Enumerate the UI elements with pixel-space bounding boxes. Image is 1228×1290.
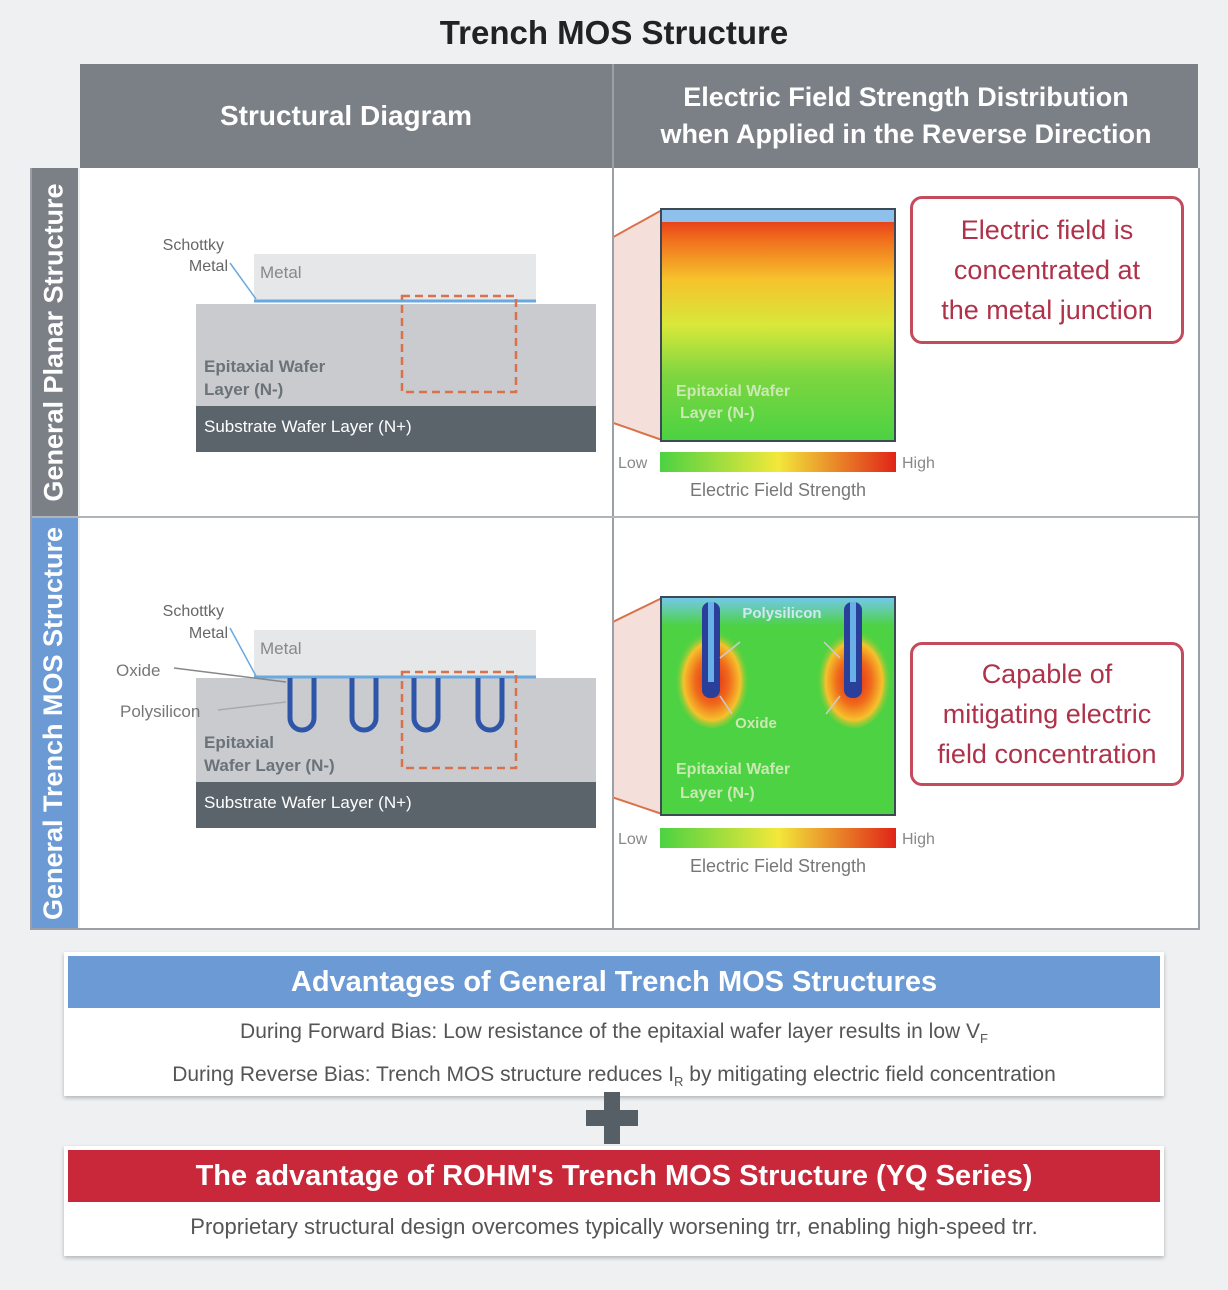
plus-icon — [586, 1092, 638, 1144]
metal-label: Metal — [260, 639, 302, 658]
reverse-bias-text-b: by mitigating electric field concentration — [683, 1063, 1056, 1087]
schottky-leader — [230, 628, 256, 676]
page-title: Trench MOS Structure — [439, 14, 789, 51]
row-header-planar — [30, 168, 78, 516]
oxide-right — [850, 602, 856, 682]
schottky-label-2: Metal — [188, 258, 228, 275]
zoom-wedge — [614, 598, 662, 814]
advantages-title: Advantages of General Trench MOS Structures — [68, 956, 1160, 1008]
field-epi-label-2: Layer (N-) — [680, 785, 755, 802]
rohm-advantage-title: The advantage of ROHM's Trench MOS Structure (YQ Series) — [68, 1150, 1160, 1202]
scale-caption: Electric Field Strength — [689, 856, 867, 876]
schottky-label-1: Schottky — [162, 237, 224, 254]
substrate-label: Substrate Wafer Layer (N+) — [204, 417, 412, 436]
schottky-label-1: Schottky — [162, 603, 224, 620]
rohm-advantage-box — [64, 1146, 1164, 1256]
metal-label: Metal — [260, 263, 302, 282]
row-header-trench — [30, 518, 78, 928]
forward-bias-text: During Forward Bias: Low resistance of the epitaxial wafer layer results in low V — [240, 1020, 981, 1043]
trench-structure-cell — [80, 518, 612, 928]
column-header-structural: Structural Diagram — [80, 64, 612, 168]
ir-subscript: R — [674, 1074, 684, 1090]
field-scale-bar — [660, 452, 896, 472]
rohm-advantage-text: Proprietary structural design overcomes typically worsening trr, enabling high-speed trr. — [190, 1214, 1038, 1239]
polysilicon-label: Polysilicon — [120, 702, 201, 721]
planar-field-callout: Electric field is concentrated at the metal junction — [910, 196, 1184, 344]
vf-subscript: F — [980, 1031, 988, 1047]
field-epi-label-1: Epitaxial Wafer — [676, 761, 791, 778]
scale-low-label: Low — [618, 831, 648, 848]
advantages-box — [64, 952, 1164, 1096]
scale-high-label: High — [902, 831, 935, 848]
oxide-left — [708, 602, 714, 682]
row-header-trench-label: General Trench MOS Structure — [38, 526, 69, 920]
grid-divider-vertical — [612, 64, 614, 928]
field-epi-label-2: Layer (N-) — [680, 405, 755, 422]
advantages-lines — [64, 1008, 1164, 1100]
epitaxial-label-1: Epitaxial — [204, 733, 274, 752]
epitaxial-label-2: Layer (N-) — [204, 380, 284, 399]
reverse-bias-text-a: During Reverse Bias: Trench MOS structure reduces I — [172, 1063, 675, 1087]
column-header-field-distribution: Electric Field Strength Distribution when Applied in the Reverse Direction — [614, 64, 1198, 168]
row-header-planar-label: General Planar Structure — [38, 182, 69, 502]
epitaxial-label-1: Epitaxial Wafer — [204, 357, 326, 376]
planar-structure-diagram — [80, 168, 612, 516]
epitaxial-label-2: Wafer Layer (N-) — [204, 756, 335, 775]
trench-structure-diagram — [80, 518, 612, 928]
scale-high-label: High — [902, 455, 935, 472]
planar-structure-cell — [80, 168, 612, 516]
scale-low-label: Low — [618, 455, 648, 472]
oxide-label: Oxide — [116, 661, 161, 680]
grid-divider-horizontal — [30, 516, 1198, 518]
trench-field-callout: Capable of mitigating electric field concentration — [910, 642, 1184, 786]
scale-caption: Electric Field Strength — [689, 480, 867, 500]
substrate-label: Substrate Wafer Layer (N+) — [204, 793, 412, 812]
zoom-wedge — [614, 210, 662, 440]
advantages-forward-bias — [64, 1014, 1164, 1057]
field-epi-label-1: Epitaxial Wafer — [676, 383, 791, 400]
field-polysilicon-label: Polysilicon — [742, 605, 822, 622]
field-oxide-label: Oxide — [735, 715, 777, 732]
field-scale-bar — [660, 828, 896, 848]
metal-strip — [662, 210, 894, 222]
schottky-leader — [230, 263, 256, 299]
schottky-label-2: Metal — [188, 625, 228, 642]
